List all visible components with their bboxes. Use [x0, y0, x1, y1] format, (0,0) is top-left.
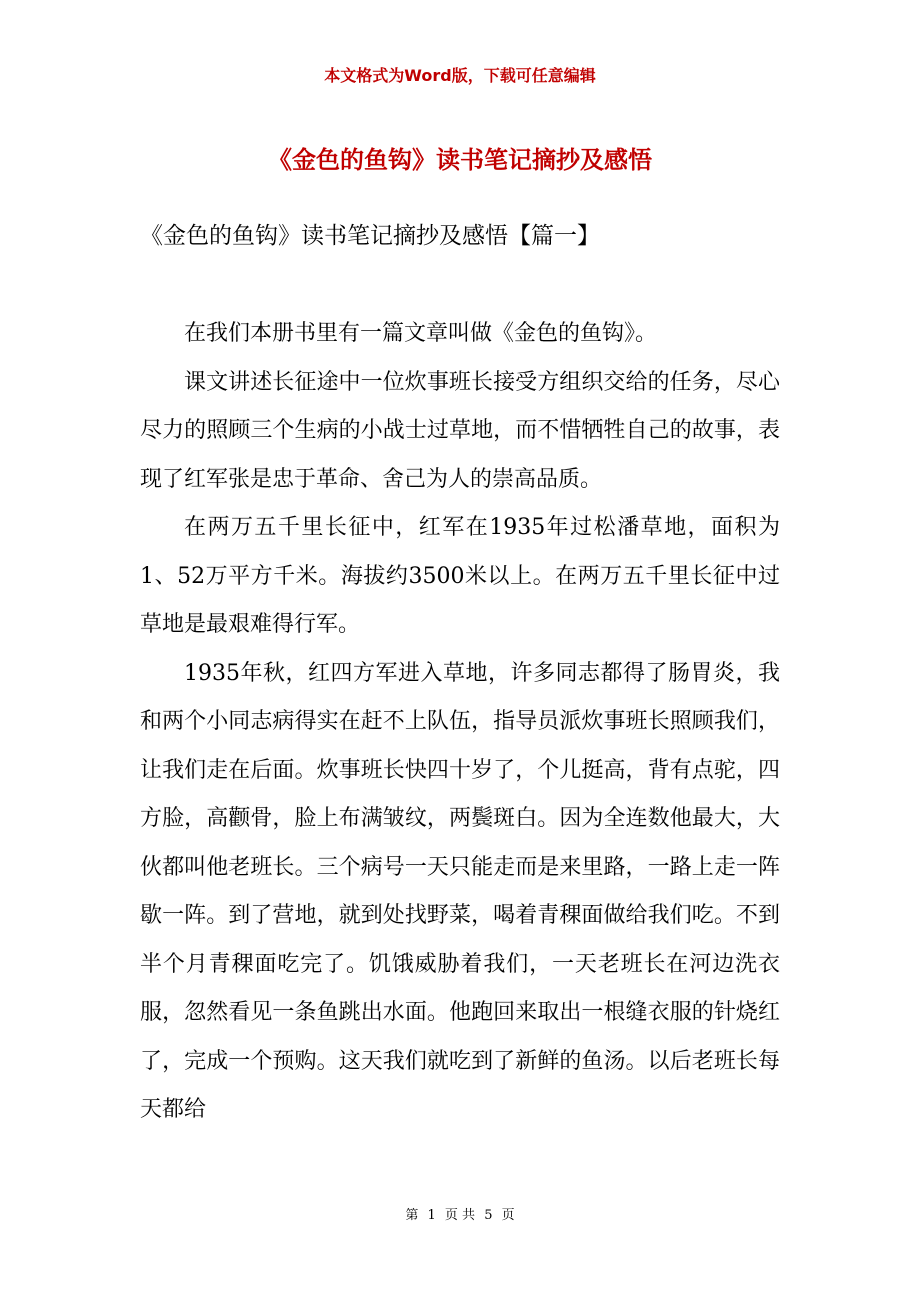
- paragraph: 课文讲述长征途中一位炊事班长接受方组织交给的任务，尽心尽力的照顾三个生病的小战士过草地，而不惜牺牲自己的故事，表现了红军张是忠于革命、舍己为人的崇高品质。: [140, 369, 780, 492]
- footer-prefix: 第: [405, 1208, 419, 1223]
- paragraph: 在我们本册书里有一篇文章叫做《金色的鱼钩》。: [184, 321, 658, 346]
- footer-middle: 页 共: [444, 1208, 476, 1223]
- header-note: 本文格式为Word版，下载可任意编辑: [324, 66, 596, 85]
- footer-page-number: 1: [427, 1208, 436, 1223]
- document-title: 《金色的鱼钩》读书笔记摘抄及感悟: [268, 146, 652, 174]
- paragraph: 在两万五千里长征中，红军在1935年过松潘草地，面积为1、52万平方千米。海拔约3500米以上。在两万五千里长征中过草地是最艰难得行军。: [140, 515, 780, 637]
- paragraph: 1935年秋，红四方军进入草地，许多同志都得了肠胃炎，我和两个小同志病得实在赶不上队伍，指导员派炊事班长照顾我们，让我们走在后面。炊事班长快四十岁了，个儿挺高，背有点驼，四方脸，高颧骨，脸上布满皱纹，两鬓斑白。因为全连数他最大，大伙都叫他老班长。三个病号一天只能走而是来里路，一路上走一阵歇一阵。到了营地，就到处找野菜，喝着青稞面做给我们吃。不到半个月青稞面吃完了。饥饿威胁着我们，一天老班长在河边洗衣服，忽然看见一条鱼跳出水面。他跑回来取出一根缝衣服的针烧红了，完成一个预购。这天我们就吃到了新鲜的鱼汤。以后老班长每天都给: [140, 660, 780, 1122]
- section-heading: 《金色的鱼钩》读书笔记摘抄及感悟【篇一】: [140, 223, 600, 249]
- footer-total-pages: 5: [484, 1208, 493, 1223]
- document-body: [140, 310, 780, 1135]
- footer-suffix: 页: [501, 1208, 515, 1223]
- page-footer: [0, 1205, 920, 1227]
